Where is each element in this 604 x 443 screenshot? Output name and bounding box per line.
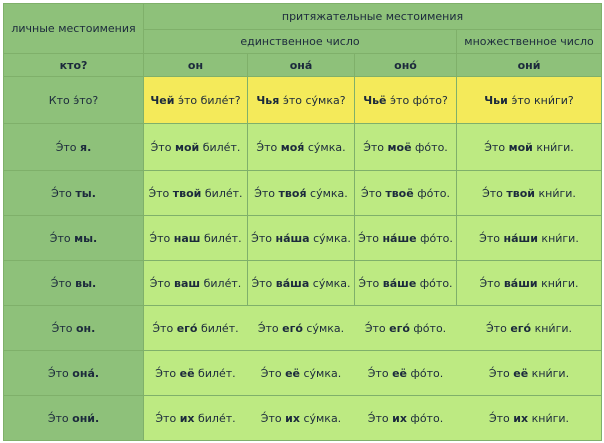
cell-ona: Э́то твоя́ су́мка. — [248, 171, 355, 216]
possessive-pronouns-header: притяжательные местоимения — [144, 4, 602, 30]
cell-ona: Э́то на́ша су́мка. — [248, 216, 355, 261]
question-row — [4, 77, 602, 124]
possessive-pronouns-table — [3, 3, 602, 441]
col-ono-header: оно́ — [355, 54, 457, 77]
cell-on: Э́то мой биле́т. — [144, 124, 248, 171]
table-row — [4, 261, 602, 306]
cell-ono: Э́то твоё фо́то. — [355, 171, 457, 216]
who-question-header: кто? — [4, 54, 144, 77]
cell-on: Э́то твой биле́т. — [144, 171, 248, 216]
pronoun-cell: Э́то она́. — [4, 351, 144, 396]
cell-ona: Э́то их су́мка. — [248, 396, 355, 441]
singular-header: единственное число — [144, 30, 457, 54]
question-label: Кто э́то? — [4, 77, 144, 124]
cell-ono: Э́то его́ фо́то. — [355, 306, 457, 351]
table-row — [4, 124, 602, 171]
question-cell-ona: Чья э́то су́мка? — [248, 77, 355, 124]
col-oni-header: они́ — [457, 54, 602, 77]
cell-ono: Э́то ва́ше фо́то. — [355, 261, 457, 306]
cell-on: Э́то ваш биле́т. — [144, 261, 248, 306]
question-cell-on: Чей э́то биле́т? — [144, 77, 248, 124]
pronoun-cell: Э́то ты. — [4, 171, 144, 216]
cell-ono: Э́то моё фо́то. — [355, 124, 457, 171]
cell-ona: Э́то моя́ су́мка. — [248, 124, 355, 171]
pronoun-cell: Э́то вы. — [4, 261, 144, 306]
cell-oni: Э́то их кни́ги. — [457, 396, 602, 441]
cell-on: Э́то их биле́т. — [144, 396, 248, 441]
cell-on: Э́то её биле́т. — [144, 351, 248, 396]
table-row — [4, 216, 602, 261]
cell-oni: Э́то твой кни́ги. — [457, 171, 602, 216]
pronoun-cell: Э́то он. — [4, 306, 144, 351]
question-cell-ono: Чьё э́то фо́то? — [355, 77, 457, 124]
cell-on: Э́то наш биле́т. — [144, 216, 248, 261]
cell-ona: Э́то её су́мка. — [248, 351, 355, 396]
cell-ono: Э́то их фо́то. — [355, 396, 457, 441]
table-row — [4, 351, 602, 396]
cell-ono: Э́то её фо́то. — [355, 351, 457, 396]
cell-ona: Э́то его́ су́мка. — [248, 306, 355, 351]
cell-oni: Э́то мой кни́ги. — [457, 124, 602, 171]
pronoun-cell: Э́то я. — [4, 124, 144, 171]
question-cell-oni: Чьи э́то кни́ги? — [457, 77, 602, 124]
table-row — [4, 396, 602, 441]
pronoun-cell: Э́то они́. — [4, 396, 144, 441]
plural-header: множественное число — [457, 30, 602, 54]
table-row — [4, 171, 602, 216]
personal-pronouns-header: личные местоимения — [4, 4, 144, 54]
cell-oni: Э́то его́ кни́ги. — [457, 306, 602, 351]
cell-oni: Э́то её кни́ги. — [457, 351, 602, 396]
cell-ona: Э́то ва́ша су́мка. — [248, 261, 355, 306]
table-row — [4, 306, 602, 351]
col-ona-header: она́ — [248, 54, 355, 77]
pronoun-cell: Э́то мы. — [4, 216, 144, 261]
col-on-header: он — [144, 54, 248, 77]
cell-oni: Э́то на́ши кни́ги. — [457, 216, 602, 261]
cell-on: Э́то его́ биле́т. — [144, 306, 248, 351]
cell-ono: Э́то на́ше фо́то. — [355, 216, 457, 261]
cell-oni: Э́то ва́ши кни́ги. — [457, 261, 602, 306]
